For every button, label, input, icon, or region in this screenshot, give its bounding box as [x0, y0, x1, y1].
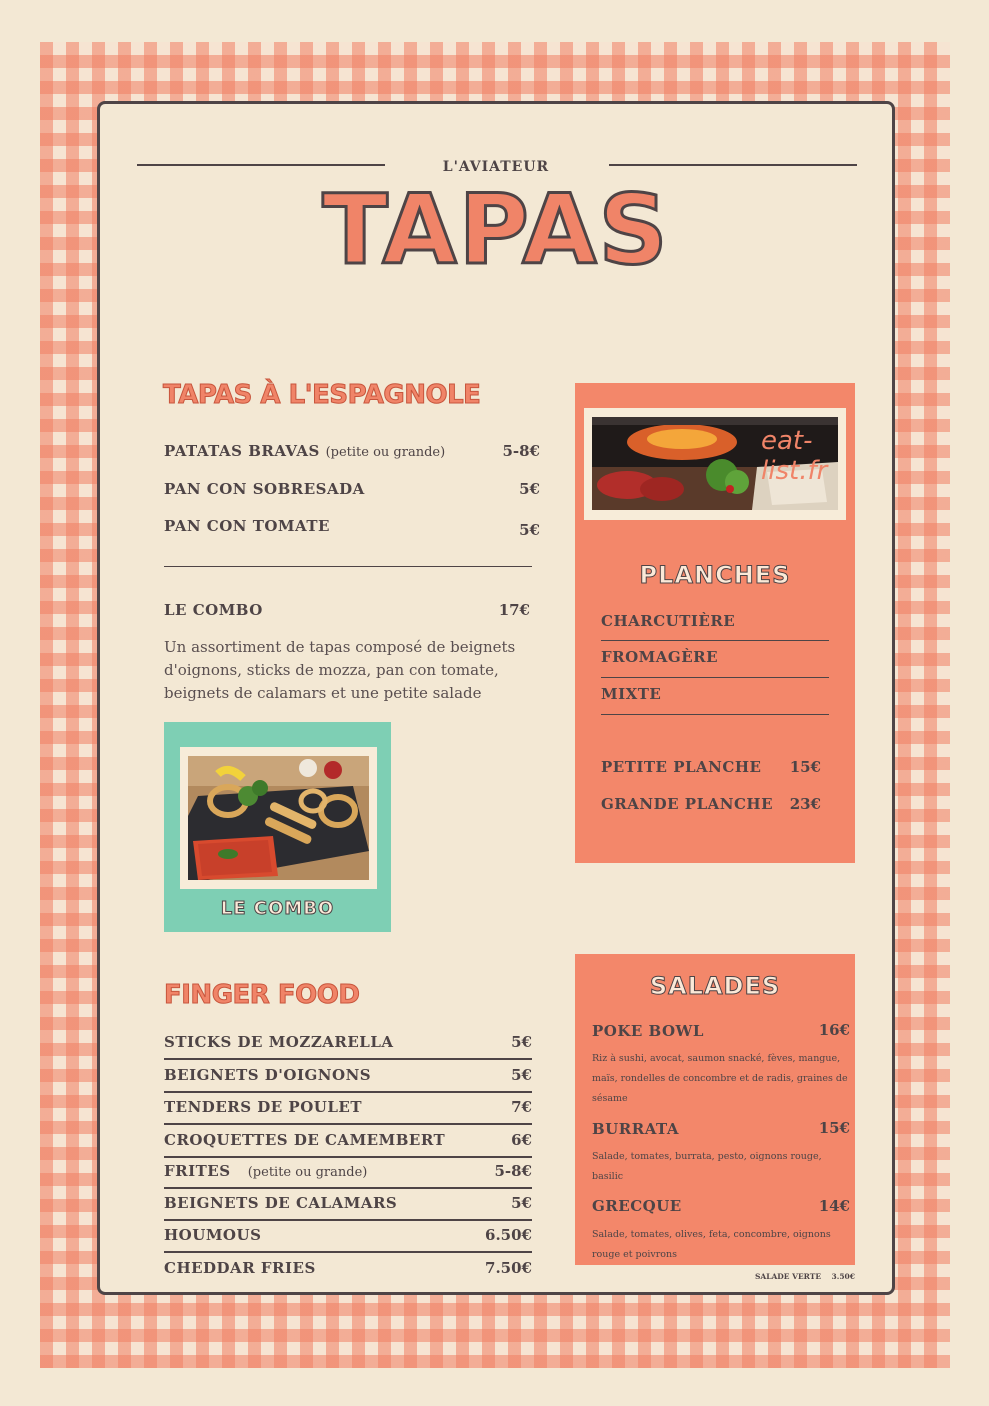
combo-photo: [188, 756, 369, 880]
restaurant-name: L'AVIATEUR: [442, 159, 550, 175]
planche-size-grande: GRANDE PLANCHE: [601, 795, 774, 813]
desc-line: Salade, tomates, olives, feta, concombre, oignons: [592, 1229, 831, 1240]
salade-price: 15€: [818, 1119, 850, 1137]
desc-line: Salade, tomates, burrata, pesto, oignons rouge,: [592, 1151, 822, 1162]
combo-description: [164, 636, 554, 705]
item-price: 5€: [519, 521, 540, 539]
item-name: PATATAS BRAVAS: [164, 442, 320, 460]
tapas-section-title: TAPAS À L'ESPAGNOLE: [163, 380, 481, 410]
salades-title: SALADES: [649, 972, 781, 1000]
item-price: 5€: [511, 1066, 532, 1084]
combo-price: 17€: [498, 601, 530, 619]
finger-food-title: FINGER FOOD: [164, 980, 360, 1010]
combo-desc-line: d'oignons, sticks de mozza, pan con tomate,: [164, 661, 499, 679]
item-name: BEIGNETS D'OIGNONS: [164, 1066, 372, 1084]
item-price: 7€: [511, 1098, 532, 1116]
planches-panel: [575, 383, 855, 863]
planche-size-petite: PETITE PLANCHE: [601, 758, 762, 776]
list-item: [164, 1219, 532, 1253]
item-price: 6.50€: [485, 1226, 532, 1244]
item-price: 5€: [511, 1033, 532, 1051]
menu-item-pan-con-tomate: PAN CON TOMATE: [164, 517, 330, 535]
salade-name: BURRATA: [592, 1120, 679, 1138]
item-price: 6€: [511, 1131, 532, 1149]
salade-description: [592, 1049, 852, 1109]
item-price: 5-8€: [494, 1162, 532, 1180]
divider: [601, 640, 829, 641]
watermark: eat-list.fr: [761, 426, 828, 486]
planche-type-mixte: MIXTE: [601, 685, 662, 703]
list-item: [164, 1091, 532, 1125]
list-item: [164, 1155, 532, 1189]
salade-price: 16€: [818, 1021, 850, 1039]
combo-photo-card: [164, 722, 391, 932]
combo-desc-line: Un assortiment de tapas composé de beignets: [164, 638, 516, 656]
desc-line: basilic: [592, 1171, 624, 1182]
planches-title: PLANCHES: [639, 561, 791, 589]
item-name: BEIGNETS DE CALAMARS: [164, 1194, 398, 1212]
item-name: TENDERS DE POULET: [164, 1098, 362, 1116]
salade-description: [592, 1147, 852, 1187]
combo-desc-line: beignets de calamars et une petite salade: [164, 684, 482, 702]
combo-photo-caption: LE COMBO: [220, 898, 335, 919]
item-name: STICKS DE MOZZARELLA: [164, 1033, 394, 1051]
salade-name: POKE BOWL: [592, 1022, 704, 1040]
list-item: [164, 1026, 532, 1060]
salade-name: GRECQUE: [592, 1197, 682, 1215]
planche-type-charcutiere: CHARCUTIÈRE: [601, 612, 736, 630]
desc-line: Riz à sushi, avocat, saumon snacké, fèves, mangue,: [592, 1053, 841, 1064]
item-name-text: FRITES: [164, 1162, 231, 1180]
salade-description: [592, 1225, 852, 1265]
menu-title: TAPAS: [322, 174, 670, 286]
photo-frame: [180, 747, 377, 889]
menu-item-patatas-bravas: [164, 442, 445, 460]
salade-verte-extra: SALADE VERTE 3.50€: [754, 1272, 855, 1281]
desc-line: maïs, rondelles de concombre et de radis, graines de: [592, 1073, 848, 1084]
desc-line: sésame: [592, 1093, 628, 1104]
combo-name: LE COMBO: [164, 601, 263, 619]
list-item: [164, 1187, 532, 1221]
planche-size-price: 15€: [789, 758, 821, 776]
salade-price: 14€: [818, 1197, 850, 1215]
item-name: HOUMOUS: [164, 1226, 262, 1244]
item-price: 7.50€: [485, 1259, 532, 1277]
planche-type-fromagere: FROMAGÈRE: [601, 648, 719, 666]
item-name: [164, 1162, 367, 1180]
item-name: CHEDDAR FRIES: [164, 1259, 316, 1277]
divider: [601, 714, 829, 715]
salades-panel: [575, 954, 855, 1265]
planche-size-price: 23€: [789, 795, 821, 813]
menu-item-pan-con-sobresada: PAN CON SOBRESADA: [164, 480, 365, 498]
divider: [601, 677, 829, 678]
item-price: 5€: [511, 1194, 532, 1212]
item-name: CROQUETTES DE CAMEMBERT: [164, 1131, 446, 1149]
item-note: (petite ou grande): [247, 1165, 368, 1180]
item-price: 5-8€: [502, 442, 540, 460]
divider: [164, 566, 532, 567]
item-price: 5€: [519, 480, 540, 498]
list-item: [164, 1252, 532, 1284]
item-note: (petite ou grande): [325, 445, 446, 460]
list-item: [164, 1124, 532, 1158]
list-item: [164, 1059, 532, 1093]
desc-line: rouge et poivrons: [592, 1249, 678, 1260]
